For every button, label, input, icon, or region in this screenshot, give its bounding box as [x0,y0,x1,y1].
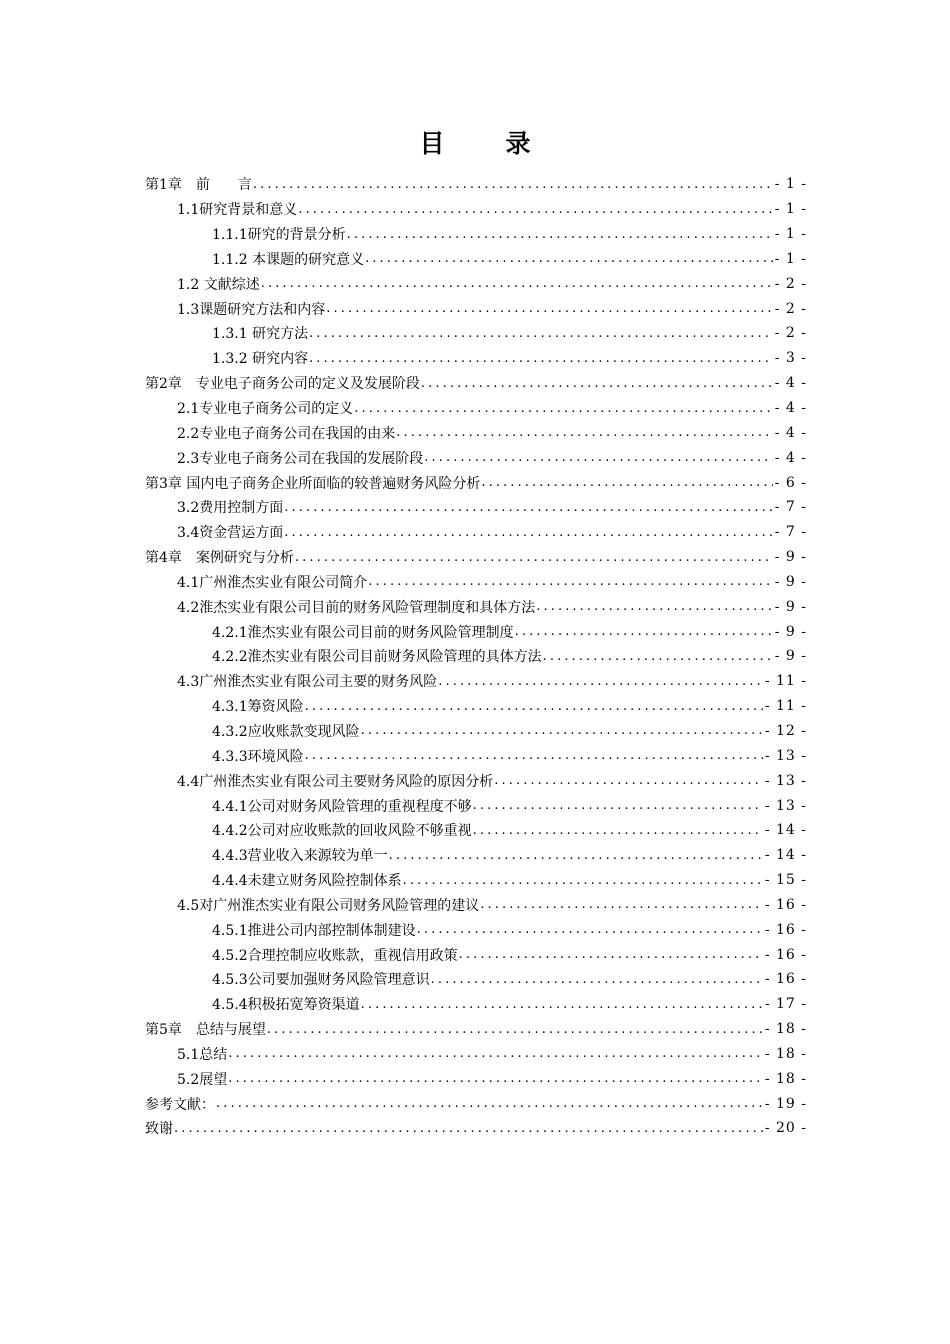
toc-leader-dots [543,649,773,664]
toc-entry-title: 4.2.1淮杰实业有限公司目前的财务风险管理制度 [212,624,514,641]
toc-entry-title: 4.5对广州淮杰实业有限公司财务风险管理的建议 [177,897,480,914]
toc-entry-title: 4.4.1公司对财务风险管理的重视程度不够 [212,798,472,815]
toc-entry-page-number: - 18 - [764,1045,807,1062]
toc-entry[interactable] [145,545,807,570]
toc-leader-dots [309,351,773,366]
toc-entry-page-number: - 1 - [774,250,807,267]
toc-entry[interactable] [145,222,807,247]
toc-entry[interactable] [145,917,807,942]
toc-entry[interactable] [145,271,807,296]
toc-entry[interactable] [145,1116,807,1141]
toc-entry-title: 4.3.3环境风险 [212,748,304,765]
table-of-contents [145,172,807,1141]
toc-entry-page-number: - 13 - [764,747,807,764]
toc-entry-page-number: - 14 - [764,822,807,839]
toc-entry[interactable] [145,942,807,967]
toc-entry-title: 3.2费用控制方面 [177,500,284,517]
toc-entry[interactable] [145,594,807,619]
toc-entry-page-number: - 1 - [774,201,807,218]
toc-entry-title: 4.4.3营业收入来源较为单一 [212,848,388,865]
toc-entry[interactable] [145,346,807,371]
toc-leader-dots [481,475,772,490]
toc-entry-title: 参考文献： [145,1096,215,1113]
toc-leader-dots [396,425,772,440]
toc-entry[interactable] [145,1017,807,1042]
toc-leader-dots [389,848,763,863]
toc-entry-page-number: - 11 - [764,698,807,715]
toc-leader-dots [305,699,763,714]
toc-entry-title: 1.3.1 研究方法 [212,326,309,343]
toc-leader-dots [473,798,763,813]
toc-entry[interactable] [145,470,807,495]
toc-entry-page-number: - 16 - [764,946,807,963]
toc-leader-dots [253,177,773,192]
toc-entry-title: 第4章 案例研究与分析 [145,550,294,567]
toc-entry-page-number: - 14 - [764,847,807,864]
toc-entry-title: 第1章 前 言 [145,177,252,194]
toc-entry-page-number: - 6 - [774,474,807,491]
toc-leader-dots [431,972,763,987]
toc-leader-dots [424,450,772,465]
toc-entry-title: 2.1专业电子商务公司的定义 [177,401,354,418]
toc-entry-title: 第2章 专业电子商务公司的定义及发展阶段 [145,376,420,393]
toc-entry-title: 4.5.4积极拓宽筹资渠道 [212,997,360,1014]
toc-entry-title: 4.2.2淮杰实业有限公司目前财务风险管理的具体方法 [212,649,542,666]
toc-entry-page-number: - 9 - [774,549,807,566]
toc-entry-page-number: - 2 - [774,300,807,317]
toc-entry-title: 4.3.2应收账款变现风险 [212,723,360,740]
toc-entry-page-number: - 2 - [774,325,807,342]
toc-entry[interactable] [145,694,807,719]
toc-entry[interactable] [145,495,807,520]
toc-leader-dots [365,251,773,266]
toc-entry-title: 5.2展望 [177,1071,228,1088]
toc-entry-page-number: - 19 - [764,1095,807,1112]
toc-entry-title: 1.2 文献综述 [177,276,260,293]
toc-leader-dots [309,326,773,341]
toc-entry-title: 4.1广州淮杰实业有限公司简介 [177,574,368,591]
toc-entry[interactable] [145,818,807,843]
toc-entry-title: 4.3.1筹资风险 [212,699,304,716]
toc-entry-page-number: - 9 - [774,623,807,640]
toc-entry-page-number: - 20 - [764,1120,807,1137]
toc-entry[interactable] [145,570,807,595]
toc-entry[interactable] [145,396,807,421]
toc-entry-page-number: - 9 - [774,648,807,665]
toc-entry-title: 2.3专业电子商务公司在我国的发展阶段 [177,450,424,467]
toc-entry[interactable] [145,743,807,768]
toc-entry-title: 第3章 国内电子商务企业所面临的较普遍财务风险分析 [145,475,481,492]
toc-leader-dots [403,873,763,888]
toc-entry-title: 1.3.2 研究内容 [212,351,309,368]
toc-entry-page-number: - 9 - [774,598,807,615]
toc-entry[interactable] [145,992,807,1017]
toc-entry-page-number: - 16 - [764,921,807,938]
toc-leader-dots [298,202,772,217]
toc-entry-page-number: - 15 - [764,872,807,889]
toc-leader-dots [228,1071,763,1086]
toc-leader-dots [174,1121,763,1136]
toc-entry-page-number: - 13 - [764,772,807,789]
toc-entry[interactable] [145,768,807,793]
toc-entry-title: 4.5.2合理控制应收账款，重视信用政策 [212,947,458,964]
toc-entry-title: 1.1.2 本课题的研究意义 [212,251,365,268]
toc-leader-dots [347,227,773,242]
toc-entry-page-number: - 1 - [774,176,807,193]
toc-title: 目 录 [419,129,549,158]
toc-entry-page-number: - 16 - [764,971,807,988]
toc-entry-title: 4.3广州淮杰实业有限公司主要的财务风险 [177,674,438,691]
toc-leader-dots [267,1022,763,1037]
toc-leader-dots [354,401,772,416]
toc-entry-page-number: - 4 - [774,424,807,441]
toc-leader-dots [361,723,763,738]
toc-entry-title: 4.4广州淮杰实业有限公司主要财务风险的原因分析 [177,773,494,790]
toc-entry[interactable] [145,1066,807,1091]
toc-entry-title: 4.5.3公司要加强财务风险管理意识 [212,972,430,989]
toc-entry-page-number: - 3 - [774,350,807,367]
toc-entry[interactable] [145,172,807,197]
toc-leader-dots [261,276,773,291]
toc-leader-dots [361,997,763,1012]
toc-entry-title: 4.5.1推进公司内部控制体制建设 [212,922,416,939]
toc-entry[interactable] [145,1091,807,1116]
toc-entry[interactable] [145,445,807,470]
toc-entry-title: 1.3课题研究方法和内容 [177,301,326,318]
toc-leader-dots [284,525,772,540]
toc-entry-page-number: - 7 - [774,524,807,541]
toc-entry[interactable] [145,793,807,818]
toc-leader-dots [438,674,763,689]
toc-entry-title: 1.1.1研究的背景分析 [212,227,346,244]
toc-entry-page-number: - 18 - [764,1070,807,1087]
toc-leader-dots [216,1096,763,1111]
toc-leader-dots [417,922,763,937]
toc-entry[interactable] [145,843,807,868]
toc-entry-page-number: - 2 - [774,275,807,292]
toc-entry[interactable] [145,420,807,445]
toc-leader-dots [473,823,763,838]
toc-entry-title: 4.4.4未建立财务风险控制体系 [212,873,402,890]
toc-entry[interactable] [145,892,807,917]
toc-entry-page-number: - 17 - [764,996,807,1013]
toc-entry[interactable] [145,520,807,545]
toc-entry-title: 4.2淮杰实业有限公司目前的财务风险管理制度和具体方法 [177,599,536,616]
toc-leader-dots [494,773,763,788]
toc-entry[interactable] [145,644,807,669]
toc-leader-dots [284,500,772,515]
toc-entry[interactable] [145,197,807,222]
toc-entry-page-number: - 9 - [774,573,807,590]
toc-entry-page-number: - 4 - [774,375,807,392]
toc-entry-page-number: - 1 - [774,226,807,243]
toc-leader-dots [305,748,763,763]
toc-leader-dots [368,574,772,589]
toc-entry-page-number: - 11 - [764,673,807,690]
toc-entry-page-number: - 16 - [764,896,807,913]
toc-leader-dots [228,1046,763,1061]
toc-entry-title: 致谢 [145,1121,173,1138]
toc-entry[interactable] [145,296,807,321]
toc-entry[interactable] [145,619,807,644]
toc-entry[interactable] [145,868,807,893]
toc-leader-dots [480,897,763,912]
toc-entry-title: 1.1研究背景和意义 [177,202,298,219]
toc-entry-title: 第5章 总结与展望 [145,1022,266,1039]
toc-entry[interactable] [145,967,807,992]
toc-entry[interactable] [145,1042,807,1067]
toc-entry-page-number: - 4 - [774,400,807,417]
toc-leader-dots [536,599,772,614]
toc-entry-title: 3.4资金营运方面 [177,525,284,542]
toc-entry[interactable] [145,371,807,396]
toc-leader-dots [515,624,773,639]
toc-leader-dots [326,301,772,316]
toc-entry[interactable] [145,669,807,694]
toc-entry-page-number: - 4 - [774,449,807,466]
toc-entry-title: 4.4.2公司对应收账款的回收风险不够重视 [212,823,472,840]
toc-entry[interactable] [145,719,807,744]
toc-leader-dots [459,947,763,962]
toc-entry-title: 2.2专业电子商务公司在我国的由来 [177,425,396,442]
toc-entry-page-number: - 7 - [774,499,807,516]
toc-entry-title: 5.1总结 [177,1046,228,1063]
toc-entry-page-number: - 13 - [764,797,807,814]
toc-leader-dots [421,376,773,391]
toc-leader-dots [295,550,773,565]
toc-entry-page-number: - 18 - [764,1021,807,1038]
toc-entry[interactable] [145,247,807,272]
toc-entry[interactable] [145,321,807,346]
toc-entry-page-number: - 12 - [764,722,807,739]
